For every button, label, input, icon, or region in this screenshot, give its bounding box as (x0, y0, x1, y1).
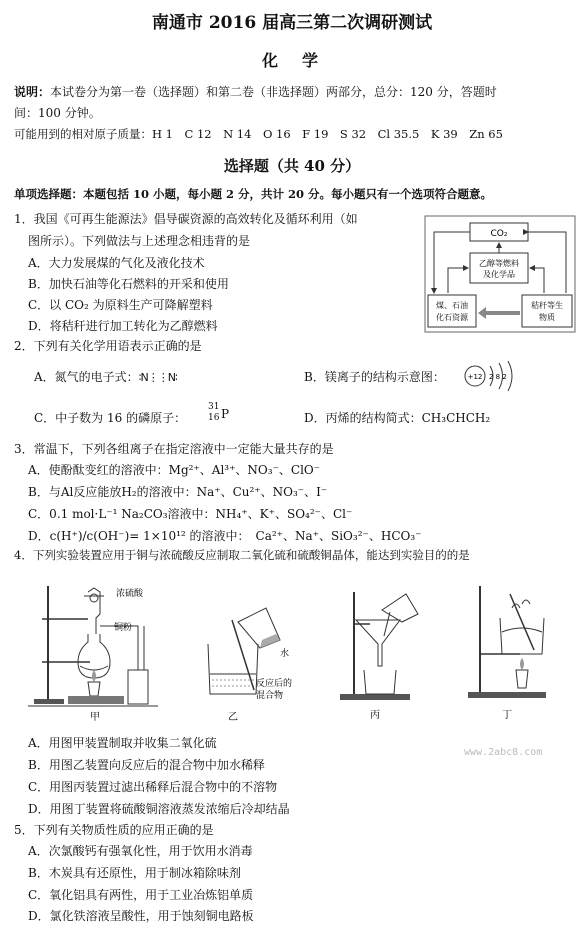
q5-option-b: B．木炭具有还原性，用于制冰箱除味剂 (28, 866, 241, 880)
label-jia: 甲 (90, 712, 100, 723)
q2-option-a (34, 369, 177, 386)
apparatus-jia (28, 574, 168, 724)
q3-option-d: D．c(H⁺)/c(OH⁻)= 1×10¹² 的溶液中： Ca²⁺、Na⁺、SiO₃²⁻、HCO₃⁻ (28, 529, 422, 543)
note-label: 说明： (14, 85, 51, 99)
fossil-box (428, 295, 476, 327)
ethanol-label-2: 及化学品 (483, 270, 515, 279)
q4-option-d: D．用图丁装置将硫酸铜溶液蒸发浓缩后冷却结晶 (28, 802, 290, 816)
mg-ion-structure-diagram (462, 358, 522, 394)
arrow-straw-to-co2 (528, 232, 566, 293)
q2-stem: 2．下列有关化学用语表示正确的是 (14, 339, 202, 353)
watermark: www.2abc8.com (464, 747, 543, 758)
label-bing: 丙 (370, 710, 380, 721)
label-ding: 丁 (502, 710, 512, 721)
q1-option-c: C．以 CO₂ 为原料生产可降解塑料 (28, 298, 213, 312)
q4-option-c: C．用图丙装置过滤出稀释后混合物中的不溶物 (28, 780, 278, 794)
q3-option-a: A．使酚酞变红的溶液中：Mg²⁺、Al³⁺、NO₃⁻、ClO⁻ (28, 463, 321, 477)
fossil-label-2: 化石资源 (436, 313, 468, 322)
arrow-straw-to-fossil (478, 307, 520, 319)
subject-title: 化 学 (261, 51, 322, 70)
fossil-label-1: 煤、石油 (436, 301, 468, 310)
carbon-cycle-diagram (424, 215, 576, 333)
q2-option-a-label: A．氮气的电子式： (34, 370, 139, 384)
atomic-masses: 可能用到的相对原子质量：H 1 C 12 N 14 O 16 F 19 S 32 Cl 35.5 K 39 Zn 65 (14, 127, 503, 141)
q1-option-b: B．加快石油等化石燃料的开采和使用 (28, 277, 229, 291)
apparatus-yi (198, 590, 308, 724)
straw-box (522, 295, 572, 327)
section-instruction: 单项选择题：本题包括 10 小题，每小题 2 分，共计 20 分。每小题只有一个选项符合题意。 (14, 187, 493, 201)
ethanol-label-1: 乙醇等燃料 (479, 259, 519, 268)
q2-option-b: B．镁离子的结构示意图： (304, 370, 445, 384)
label-yi: 乙 (228, 712, 238, 723)
phosphorus-mass-number: 31 (208, 402, 220, 412)
shell-arc-3 (508, 361, 512, 391)
label-water: 水 (280, 649, 290, 659)
nitrogen-electron-formula: ∶N⋮⋮N∶ (138, 371, 177, 384)
label-mix-1: 反应后的 (256, 679, 293, 689)
label-acid: 浓硫酸 (116, 589, 144, 599)
q3-option-c: C．0.1 mol·L⁻¹ Na₂CO₃溶液中：NH₄⁺、K⁺、SO₄²⁻、Cl⁻ (28, 507, 353, 521)
apparatus-ding (450, 584, 560, 724)
shell-electrons: 2 8 2 (489, 373, 507, 381)
co2-label: CO₂ (490, 229, 508, 239)
q4-option-b: B．用图乙装置向反应后的混合物中加水稀释 (28, 758, 265, 772)
q3-option-b: B．与Al反应能放H₂的溶液中：Na⁺、Cu²⁺、NO₃⁻、I⁻ (28, 485, 328, 499)
nucleus-charge: +12 (467, 373, 483, 381)
q1-option-a: A．大力发展煤的气化及液化技术 (28, 256, 205, 270)
q1-stem-1: 1．我国《可再生能源法》倡导碳资源的高效转化及循环利用（如 (14, 212, 358, 226)
phosphorus-symbol: P (221, 407, 230, 421)
phosphorus-atomic-number: 16 (208, 413, 220, 423)
q5-stem: 5．下列有关物质性质的应用正确的是 (14, 823, 214, 837)
q5-option-c: C．氧化铝具有两性，用于工业冶炼铝单质 (28, 888, 254, 902)
arrow-straw-to-ethanol (530, 268, 544, 293)
q4-option-a: A．用图甲装置制取并收集二氧化硫 (28, 736, 217, 750)
arrow-co2-to-fossil (434, 232, 470, 293)
q2-option-c: C．中子数为 16 的磷原子： (34, 411, 187, 425)
q1-option-d: D．将秸秆进行加工转化为乙醇燃料 (28, 319, 218, 333)
q3-stem: 3．常温下，下列各组离子在指定溶液中一定能大量共存的是 (14, 442, 334, 456)
q4-stem: 4．下列实验装置应用于铜与浓硫酸反应制取二氧化硫和硫酸铜晶体，能达到实验目的的是 (14, 548, 470, 562)
note-text-2: 间：100 分钟。 (14, 106, 101, 120)
arrow-fossil-to-ethanol (448, 268, 468, 293)
q5-option-a: A．次氯酸钙有强氧化性，用于饮用水消毒 (28, 844, 253, 858)
section-title: 选择题（共 40 分） (223, 157, 361, 175)
label-copper: 铜粉 (114, 623, 133, 633)
intro-note (14, 84, 497, 100)
q2-option-d: D．丙烯的结构简式：CH₃CHCH₂ (304, 411, 491, 425)
q5-option-d: D．氯化铁溶液呈酸性，用于蚀刻铜电路板 (28, 909, 254, 923)
note-text: 本试卷分为第一卷（选择题）和第二卷（非选择题）两部分，总分：120 分，答题时 (50, 85, 497, 99)
q1-stem-2: 图所示）。下列做法与上述理念相违背的是 (28, 234, 251, 248)
label-mix-2: 混合物 (256, 691, 284, 701)
exam-title: 南通市 2016 届高三第二次调研测试 (151, 13, 433, 33)
straw-label-1: 秸秆等生 (531, 301, 563, 310)
apparatus-bing (330, 590, 430, 724)
straw-label-2: 物质 (539, 313, 555, 322)
